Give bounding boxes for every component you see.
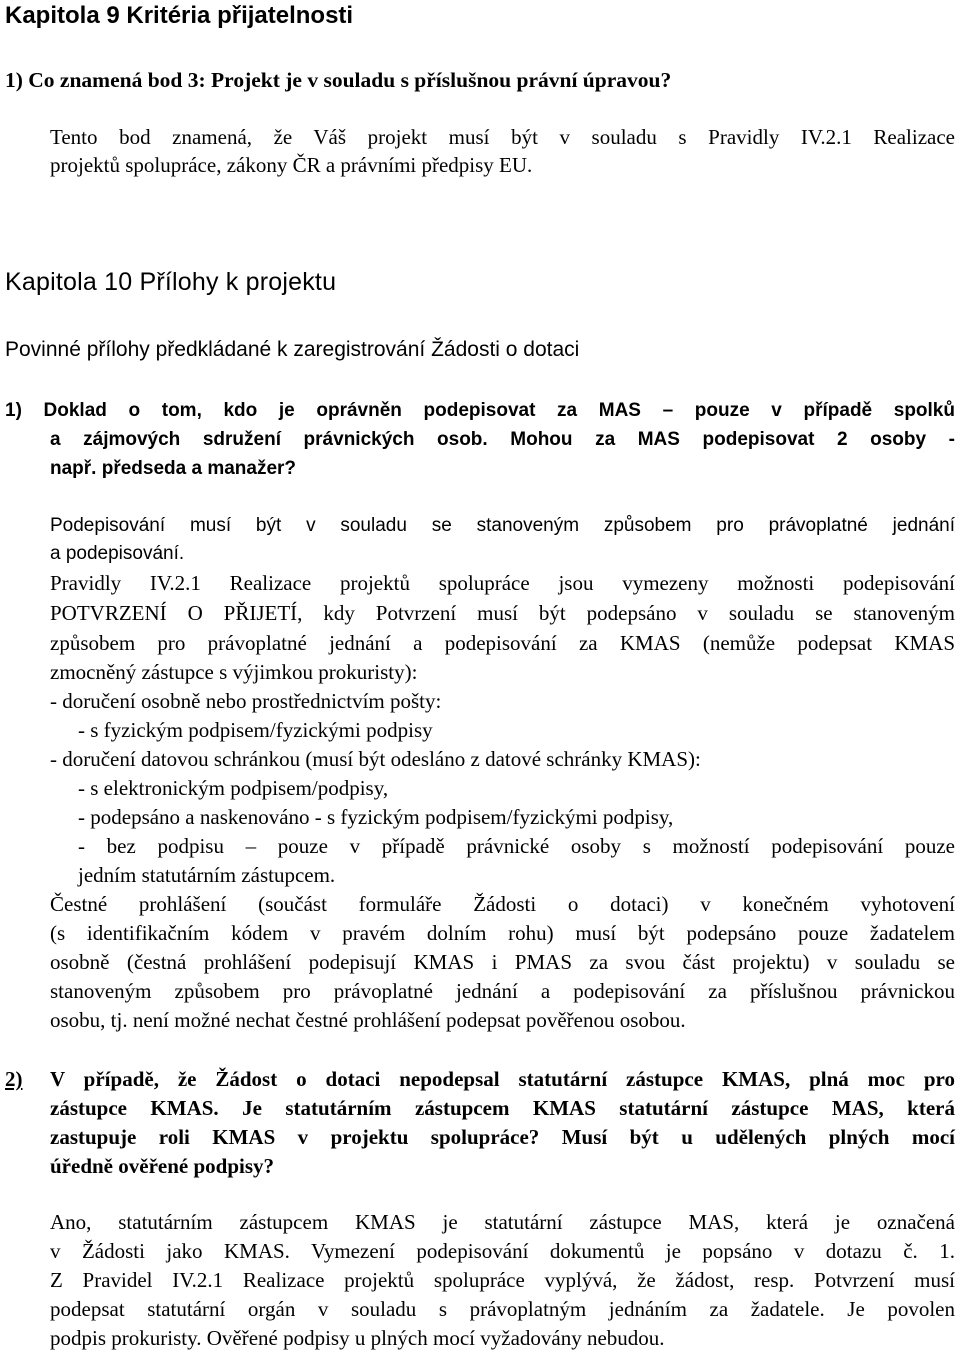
rules-paragraph-line: POTVRZENÍ O PŘIJETÍ, kdy Potvrzení musí být podepsáno v souladu se stanoveným bbox=[50, 601, 955, 625]
list-item: jedním statutárním zástupcem. bbox=[78, 863, 336, 887]
declaration-paragraph-line: Čestné prohlášení (součást formuláře Žádosti o dotaci) v konečném vyhotovení bbox=[50, 892, 955, 916]
answer-1-line: projektů spolupráce, zákony ČR a právními předpisy EU. bbox=[50, 153, 533, 177]
chapter-10-heading: Kapitola 10 Přílohy k projektu bbox=[5, 268, 337, 296]
declaration-paragraph-line: osobu, tj. není možné nechat čestné prohlášení podepsat pověřenou osobou. bbox=[50, 1008, 686, 1032]
list-item: - doručení datovou schránkou (musí být odesláno z datové schránky KMAS): bbox=[50, 747, 701, 771]
answer-1-line: Tento bod znamená, že Váš projekt musí být v souladu s Pravidly IV.2.1 Realizace bbox=[50, 125, 955, 149]
signing-paragraph-line: Podepisování musí být v souladu se stanoveným způsobem pro právoplatné jednání bbox=[50, 515, 955, 536]
declaration-paragraph-line: (s identifikačním kódem v pravém dolním rohu) musí být podepsáno pouze žadatelem bbox=[50, 921, 955, 945]
chapter-10-subheading: Povinné přílohy předkládané k zaregistrování Žádosti o dotaci bbox=[5, 338, 580, 361]
question-doklad-line: a zájmových sdružení právnických osob. Mohou za MAS podepisovat 2 osoby - bbox=[50, 429, 955, 450]
rules-paragraph-line: způsobem pro právoplatné jednání a podepisování za KMAS (nemůže podepsat KMAS bbox=[50, 631, 955, 655]
rules-paragraph-line: zmocněný zástupce s výjimkou prokuristy): bbox=[50, 660, 418, 684]
list-item: - s fyzickým podpisem/fyzickými podpisy bbox=[78, 718, 433, 742]
list-item: - bez podpisu – pouze v případě právnické osoby s možností podepisování pouze bbox=[78, 834, 955, 858]
declaration-paragraph-line: osobně (čestná prohlášení podepisují KMAS i PMAS za svou část projektu) v souladu se bbox=[50, 950, 955, 974]
question-2-line: úředně ověřené podpisy? bbox=[50, 1154, 275, 1178]
question-2-line: V případě, že Žádost o dotaci nepodepsal statutární zástupce KMAS, plná moc pro bbox=[50, 1067, 955, 1091]
question-1-text: 1) Co znamená bod 3: Projekt je v souladu s příslušnou právní úpravou? bbox=[5, 68, 672, 92]
declaration-paragraph-line: stanoveným způsobem pro právoplatné jednání a podepisování za příslušnou právnickou bbox=[50, 979, 955, 1003]
list-item: - podepsáno a naskenováno - s fyzickým podpisem/fyzickými podpisy, bbox=[78, 805, 674, 829]
chapter-9-heading: Kapitola 9 Kritéria přijatelnosti bbox=[5, 2, 354, 29]
question-doklad-line: 1) Doklad o tom, kdo je oprávněn podepisovat za MAS – pouze v případě spolků bbox=[5, 400, 955, 421]
rules-paragraph-line: Pravidly IV.2.1 Realizace projektů spolupráce jsou vymezeny možnosti podepisování bbox=[50, 571, 955, 595]
answer-2-line: Ano, statutárním zástupcem KMAS je statutární zástupce MAS, která je označená bbox=[50, 1210, 955, 1234]
signing-paragraph-line: a podepisování. bbox=[50, 543, 185, 564]
answer-2-line: v Žádosti jako KMAS. Vymezení podepisování dokumentů je popsáno v dotazu č. 1. bbox=[50, 1239, 955, 1263]
list-item: - doručení osobně nebo prostřednictvím pošty: bbox=[50, 689, 442, 713]
question-doklad-line: např. předseda a manažer? bbox=[50, 458, 297, 479]
answer-2-line: podpis prokuristy. Ověřené podpisy u plných mocí vyžadovány nebudou. bbox=[50, 1326, 665, 1350]
question-2-line: zástupce KMAS. Je statutárním zástupcem KMAS statutární zástupce MAS, která bbox=[50, 1096, 955, 1120]
answer-2-line: podepsat statutární orgán v souladu s právoplatným jednáním za žadatele. Je povolen bbox=[50, 1297, 955, 1321]
answer-2-line: Z Pravidel IV.2.1 Realizace projektů spolupráce vyplývá, že žádost, resp. Potvrzení musí bbox=[50, 1268, 955, 1292]
list-item: - s elektronickým podpisem/podpisy, bbox=[78, 776, 389, 800]
question-2-line: zastupuje roli KMAS v projektu spolupráce? Musí být u udělených plných mocí bbox=[50, 1125, 955, 1149]
question-2-number: 2) bbox=[5, 1067, 23, 1091]
